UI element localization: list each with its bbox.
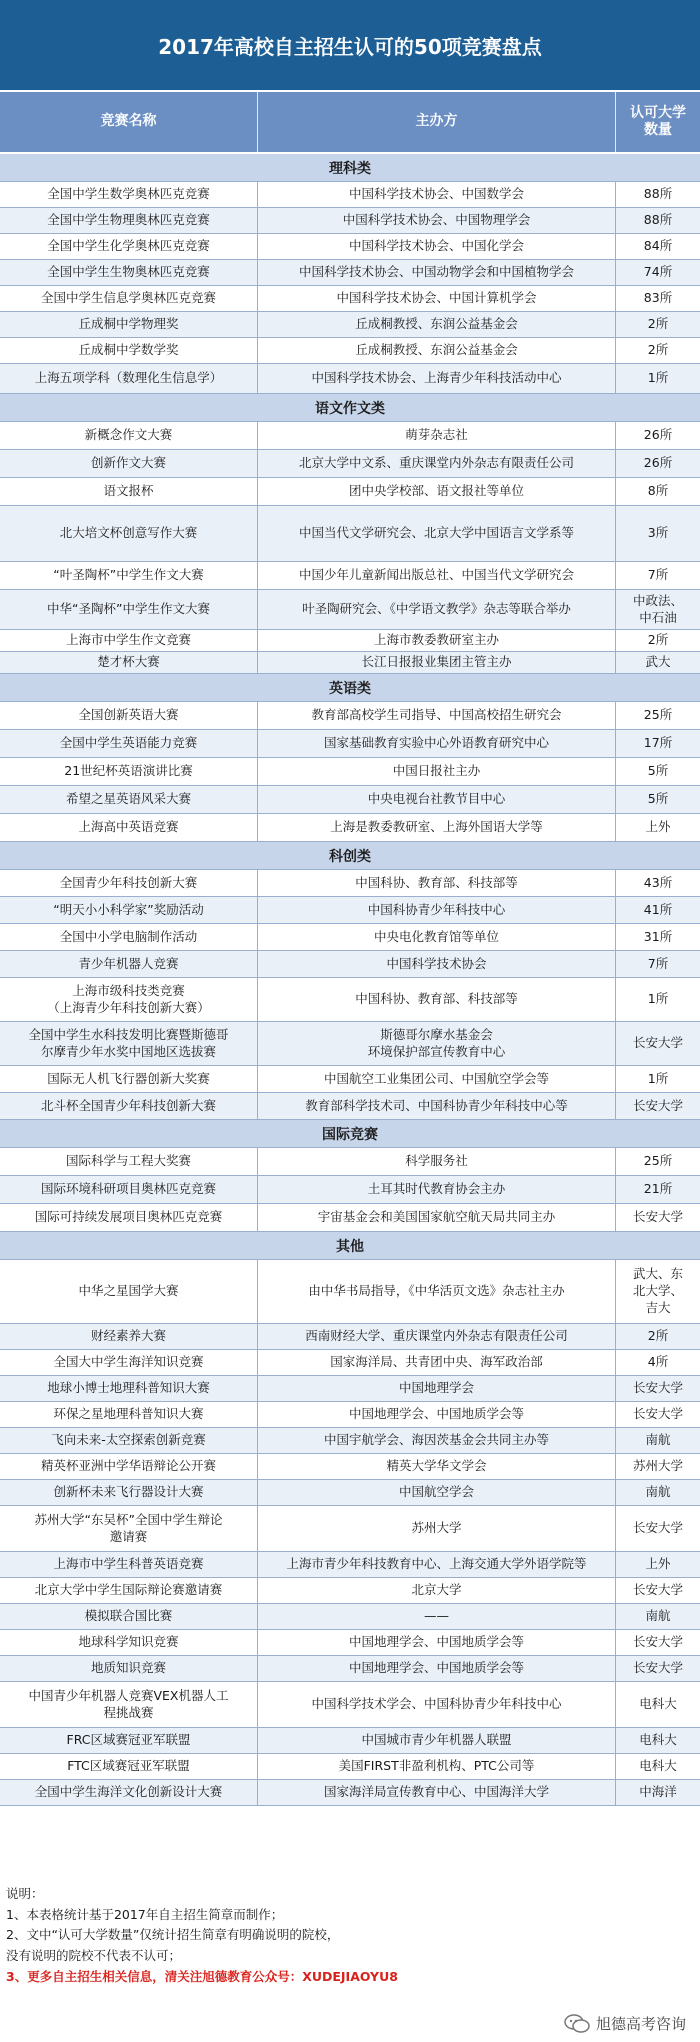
cell-org: 丘成桐教授、东润公益基金会 — [258, 312, 616, 337]
category-row: 英语类 — [0, 674, 700, 702]
table-row — [0, 1350, 700, 1376]
table-row — [0, 1093, 700, 1120]
cell-count: 武大、东 北大学、 吉大 — [632, 1266, 683, 1315]
cell-org: 中央电化教育馆等单位 — [258, 924, 616, 950]
cell-org: 中国当代文学研究会、北京大学中国语言文学系等 — [258, 506, 616, 561]
table-row — [0, 1376, 700, 1402]
table-row — [0, 814, 700, 842]
cell-count: 5所 — [647, 763, 669, 779]
cell-count: 1所 — [647, 370, 669, 386]
cell-name: 北大培文杯创意写作大赛 — [0, 506, 258, 561]
table-row — [0, 1324, 700, 1350]
cell-count: 武大 — [645, 654, 671, 670]
cell-count: 41所 — [643, 901, 673, 917]
cell-name: 国际环境科研项目奥林匹克竞赛 — [0, 1176, 258, 1203]
cell-org: 中国科学技术协会、中国数学会 — [258, 182, 616, 207]
cell-name: 全国青少年科技创新大赛 — [0, 870, 258, 896]
category-row: 语文作文类 — [0, 394, 700, 422]
cell-name: 上海五项学科（数理化生信息学） — [0, 364, 258, 393]
cell-name: 地质知识竞赛 — [0, 1656, 258, 1681]
cell-org: 团中央学校部、语文报社等单位 — [258, 478, 616, 505]
cell-count: 长安大学 — [632, 1660, 683, 1676]
table-row — [0, 1176, 700, 1204]
cell-count: 4所 — [647, 1354, 669, 1370]
category-row: 理科类 — [0, 154, 700, 182]
table-row — [0, 1780, 700, 1806]
table-row — [0, 208, 700, 234]
cell-count: 2所 — [647, 342, 669, 358]
cell-name: 国际可持续发展项目奥林匹克竞赛 — [0, 1204, 258, 1231]
cell-name: 精英杯亚洲中学华语辩论公开赛 — [0, 1454, 258, 1479]
cell-name: 环保之星地理科普知识大赛 — [0, 1402, 258, 1427]
table-row — [0, 1454, 700, 1480]
cell-name: 中国青少年机器人竞赛VEX机器人工 程挑战赛 — [0, 1682, 258, 1727]
cell-name: FRC区域赛冠亚军联盟 — [0, 1728, 258, 1753]
category-row: 科创类 — [0, 842, 700, 870]
cell-count: 上外 — [645, 819, 671, 835]
cell-org: 中国地理学会、中国地质学会等 — [258, 1402, 616, 1427]
cell-org: 中国少年儿童新闻出版总社、中国当代文学研究会 — [258, 562, 616, 589]
cell-name: 上海市级科技类竞赛 （上海青少年科技创新大赛） — [0, 978, 258, 1021]
table-row — [0, 562, 700, 590]
cell-count: 2所 — [647, 1328, 669, 1344]
table-row — [0, 1552, 700, 1578]
cell-count: 长安大学 — [632, 1406, 683, 1422]
cell-name: 语文报杯 — [0, 478, 258, 505]
watermark-text: 旭德高考咨询 — [595, 2015, 686, 2033]
table-row — [0, 897, 700, 924]
table-row — [0, 730, 700, 758]
table-row — [0, 1630, 700, 1656]
cell-count: 2所 — [647, 316, 669, 332]
cell-name: 青少年机器人竞赛 — [0, 951, 258, 977]
cell-count: 苏州大学 — [632, 1458, 683, 1474]
cell-org: 中国科协青少年科技中心 — [258, 897, 616, 923]
cell-org: 国家基础教育实验中心外语教育研究中心 — [258, 730, 616, 757]
cell-name: 希望之星英语风采大赛 — [0, 786, 258, 813]
cell-org: 中国科学技术协会、中国物理学会 — [258, 208, 616, 233]
cell-org: 中国科学技术协会 — [258, 951, 616, 977]
cell-name: 全国中学生数学奥林匹克竞赛 — [0, 182, 258, 207]
table-row — [0, 1022, 700, 1066]
wechat-icon — [564, 2014, 590, 2034]
cell-name: 上海高中英语竞赛 — [0, 814, 258, 841]
cell-count: 电科大 — [639, 1732, 677, 1748]
cell-org: 苏州大学 — [258, 1506, 616, 1551]
competition-table — [0, 154, 700, 1806]
cell-count: 长安大学 — [632, 1520, 683, 1536]
cell-org: 西南财经大学、重庆课堂内外杂志有限责任公司 — [258, 1324, 616, 1349]
table-header — [0, 92, 700, 152]
cell-count: 88所 — [643, 186, 673, 202]
cell-org: 宇宙基金会和美国国家航空航天局共同主办 — [258, 1204, 616, 1231]
cell-count: 长安大学 — [632, 1209, 683, 1225]
cell-count: 84所 — [643, 238, 673, 254]
cell-org: 中国科学技术协会、中国计算机学会 — [258, 286, 616, 311]
cell-name: 国际科学与工程大奖赛 — [0, 1148, 258, 1175]
cell-name: 北京大学中学生国际辩论赛邀请赛 — [0, 1578, 258, 1603]
cell-name: 丘成桐中学数学奖 — [0, 338, 258, 363]
cell-name: 全国中学生海洋文化创新设计大赛 — [0, 1780, 258, 1805]
table-row — [0, 1066, 700, 1093]
cell-name: “明天小小科学家”奖励活动 — [0, 897, 258, 923]
cell-org: 斯德哥尔摩水基金会 环境保护部宣传教育中心 — [258, 1022, 616, 1065]
notes-label: 说明： — [6, 1886, 44, 1901]
table-row — [0, 1728, 700, 1754]
table-row — [0, 702, 700, 730]
table-row — [0, 260, 700, 286]
cell-org: 中国科学技术协会、中国动物学会和中国植物学会 — [258, 260, 616, 285]
header-org: 主办方 — [258, 92, 616, 152]
table-row — [0, 1578, 700, 1604]
cell-org: 教育部高校学生司指导、中国高校招生研究会 — [258, 702, 616, 729]
cell-count: 中海洋 — [639, 1784, 677, 1800]
table-row — [0, 870, 700, 897]
table-row — [0, 1656, 700, 1682]
cell-name: 中华之星国学大赛 — [0, 1260, 258, 1323]
cell-count: 1所 — [647, 1070, 669, 1086]
cell-name: 中华“圣陶杯”中学生作文大赛 — [0, 590, 258, 629]
table-row — [0, 1604, 700, 1630]
cell-count: 43所 — [643, 874, 673, 890]
cell-org: 教育部科学技术司、中国科协青少年科技中心等 — [258, 1093, 616, 1119]
note-2: 2、文中“认可大学数量”仅统计招生简章有明确说明的院校， — [6, 1927, 340, 1943]
cell-name: 丘成桐中学物理奖 — [0, 312, 258, 337]
cell-org: 北京大学中文系、重庆课堂内外杂志有限责任公司 — [258, 450, 616, 477]
page-title: 2017年高校自主招生认可的50项竞赛盘点 — [0, 0, 700, 90]
cell-org: 国家海洋局、共青团中央、海军政治部 — [258, 1350, 616, 1375]
cell-name: 全国中学生物理奥林匹克竞赛 — [0, 208, 258, 233]
table-row — [0, 1402, 700, 1428]
cell-org: 中国地理学会、中国地质学会等 — [258, 1656, 616, 1681]
cell-org: 土耳其时代教育协会主办 — [258, 1176, 616, 1203]
cell-name: 全国中学生信息学奥林匹克竞赛 — [0, 286, 258, 311]
table-row — [0, 450, 700, 478]
cell-org: 由中华书局指导，《中华活页文选》杂志社主办 — [258, 1260, 616, 1323]
cell-name: 国际无人机飞行器创新大奖赛 — [0, 1066, 258, 1092]
cell-name: 模拟联合国比赛 — [0, 1604, 258, 1629]
table-row — [0, 312, 700, 338]
header-name: 竞赛名称 — [0, 92, 258, 152]
cell-name: 财经素养大赛 — [0, 1324, 258, 1349]
table-row — [0, 506, 700, 562]
note-2b: 没有说明的院校不代表不认可； — [6, 1947, 182, 1963]
table-row — [0, 182, 700, 208]
table-row — [0, 978, 700, 1022]
cell-name: 21世纪杯英语演讲比赛 — [0, 758, 258, 785]
cell-count: 25所 — [643, 707, 673, 723]
cell-org: 美国FIRST非盈利机构、PTC公司等 — [258, 1754, 616, 1779]
table-row — [0, 1506, 700, 1552]
table-row — [0, 652, 700, 674]
table-row — [0, 422, 700, 450]
cell-org: 上海是教委教研室、上海外国语大学等 — [258, 814, 616, 841]
cell-org: 叶圣陶研究会、《中学语文教学》杂志等联合举办 — [258, 590, 616, 629]
cell-count: 长安大学 — [632, 1582, 683, 1598]
cell-name: 上海市中学生科普英语竞赛 — [0, 1552, 258, 1577]
cell-name: 创新杯未来飞行器设计大赛 — [0, 1480, 258, 1505]
cell-name: 全国大中学生海洋知识竞赛 — [0, 1350, 258, 1375]
cell-name: 苏州大学“东吴杯”全国中学生辩论 邀请赛 — [0, 1506, 258, 1551]
cell-name: 新概念作文大赛 — [0, 422, 258, 449]
table-row — [0, 338, 700, 364]
table-row — [0, 590, 700, 630]
cell-name: FTC区域赛冠亚军联盟 — [0, 1754, 258, 1779]
header-count: 认可大学 数量 — [630, 104, 686, 138]
watermark — [564, 2013, 686, 2034]
cell-name: 全国中学生水科技发明比赛暨斯德哥 尔摩青少年水奖中国地区选拔赛 — [0, 1022, 258, 1065]
cell-count: 南航 — [645, 1484, 671, 1500]
cell-org: 上海市教委教研室主办 — [258, 630, 616, 651]
cell-count: 中政法、 中石油 — [632, 592, 683, 625]
cell-org: 中央电视台社教节目中心 — [258, 786, 616, 813]
note-3: 3、更多自主招生相关信息，清关注旭德教育公众号：XUDEJIAOYU8 — [6, 1968, 398, 1984]
cell-name: 北斗杯全国青少年科技创新大赛 — [0, 1093, 258, 1119]
cell-name: 上海市中学生作文竞赛 — [0, 630, 258, 651]
cell-name: 全国中学生化学奥林匹克竞赛 — [0, 234, 258, 259]
cell-count: 21所 — [643, 1181, 673, 1197]
cell-org: 中国科学技术协会、中国化学会 — [258, 234, 616, 259]
cell-count: 7所 — [647, 955, 669, 971]
table-row — [0, 286, 700, 312]
cell-org: 中国宇航学会、海因茨基金会共同主办等 — [258, 1428, 616, 1453]
cell-name: 全国中小学电脑制作活动 — [0, 924, 258, 950]
notes — [6, 1884, 696, 1987]
cell-name: “叶圣陶杯”中学生作文大赛 — [0, 562, 258, 589]
cell-count: 电科大 — [639, 1758, 677, 1774]
cell-count: 83所 — [643, 290, 673, 306]
cell-count: 8所 — [647, 483, 669, 499]
cell-count: 17所 — [643, 735, 673, 751]
note-1: 1、本表格统计基于2017年自主招生简章而制作； — [6, 1906, 284, 1922]
table-row — [0, 758, 700, 786]
cell-org: 中国科协、教育部、科技部等 — [258, 870, 616, 896]
cell-org: 中国地理学会、中国地质学会等 — [258, 1630, 616, 1655]
cell-count: 长安大学 — [632, 1035, 683, 1051]
cell-name: 全国创新英语大赛 — [0, 702, 258, 729]
cell-name: 地球小博士地理科普知识大赛 — [0, 1376, 258, 1401]
cell-count: 26所 — [643, 427, 673, 443]
cell-count: 3所 — [647, 525, 669, 541]
table-row — [0, 630, 700, 652]
cell-org: 中国城市青少年机器人联盟 — [258, 1728, 616, 1753]
cell-org: 中国地理学会 — [258, 1376, 616, 1401]
cell-org: 萌芽杂志社 — [258, 422, 616, 449]
cell-count: 26所 — [643, 455, 673, 471]
cell-count: 7所 — [647, 567, 669, 583]
category-row: 其他 — [0, 1232, 700, 1260]
cell-count: 南航 — [645, 1608, 671, 1624]
cell-org: 中国科学技术协会、上海青少年科技活动中心 — [258, 364, 616, 393]
cell-org: 中国科学技术学会、中国科协青少年科技中心 — [258, 1682, 616, 1727]
category-row: 国际竞赛 — [0, 1120, 700, 1148]
cell-count: 31所 — [643, 928, 673, 944]
cell-count: 长安大学 — [632, 1097, 683, 1113]
cell-count: 5所 — [647, 791, 669, 807]
table-row — [0, 478, 700, 506]
table-row — [0, 234, 700, 260]
cell-org: 中国科协、教育部、科技部等 — [258, 978, 616, 1021]
cell-name: 楚才杯大赛 — [0, 652, 258, 673]
cell-name: 全国中学生生物奥林匹克竞赛 — [0, 260, 258, 285]
cell-count: 南航 — [645, 1432, 671, 1448]
cell-count: 1所 — [647, 991, 669, 1007]
cell-org: 科学服务社 — [258, 1148, 616, 1175]
cell-name: 地球科学知识竞赛 — [0, 1630, 258, 1655]
cell-org: 上海市青少年科技教育中心、上海交通大学外语学院等 — [258, 1552, 616, 1577]
table-row — [0, 786, 700, 814]
table-row — [0, 1428, 700, 1454]
cell-count: 长安大学 — [632, 1634, 683, 1650]
cell-org: 长江日报报业集团主管主办 — [258, 652, 616, 673]
cell-count: 长安大学 — [632, 1380, 683, 1396]
cell-org: 中国日报社主办 — [258, 758, 616, 785]
table-row — [0, 1754, 700, 1780]
table-row — [0, 951, 700, 978]
cell-count: 电科大 — [639, 1696, 677, 1712]
cell-count: 74所 — [643, 264, 673, 280]
cell-org: 中国航空工业集团公司、中国航空学会等 — [258, 1066, 616, 1092]
cell-name: 飞向未来-太空探索创新竞赛 — [0, 1428, 258, 1453]
cell-org: 国家海洋局宣传教育中心、中国海洋大学 — [258, 1780, 616, 1805]
cell-org: 中国航空学会 — [258, 1480, 616, 1505]
cell-count: 25所 — [643, 1153, 673, 1169]
cell-org: 精英大学华文学会 — [258, 1454, 616, 1479]
table-row — [0, 1682, 700, 1728]
cell-org: 丘成桐教授、东润公益基金会 — [258, 338, 616, 363]
table-row — [0, 364, 700, 394]
cell-name: 创新作文大赛 — [0, 450, 258, 477]
cell-org: —— — [258, 1604, 616, 1629]
table-row — [0, 1260, 700, 1324]
table-row — [0, 924, 700, 951]
cell-count: 上外 — [645, 1556, 671, 1572]
cell-org: 北京大学 — [258, 1578, 616, 1603]
table-row — [0, 1204, 700, 1232]
table-row — [0, 1480, 700, 1506]
cell-name: 全国中学生英语能力竞赛 — [0, 730, 258, 757]
cell-count: 2所 — [647, 632, 669, 648]
cell-count: 88所 — [643, 212, 673, 228]
table-row — [0, 1148, 700, 1176]
